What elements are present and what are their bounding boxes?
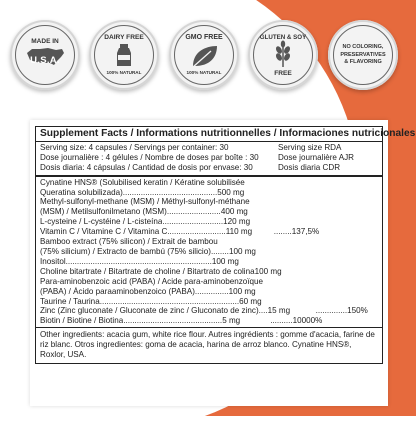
- rda-header: Dose journalière AJR: [278, 152, 355, 162]
- ingredient-row: Para-aminobenzoic acid (PABA) / Acide para-aminobenzoïque: [40, 276, 264, 286]
- badge-top-label: GLUTEN & SOY: [259, 34, 307, 41]
- facts-title: Supplement Facts / Informations nutritionnelles / Informaciones nutricionales: [36, 127, 382, 142]
- ingredient-row: Biotin / Biotine / Biotina ............................................ 5 mg ..........10000%: [40, 316, 323, 326]
- serving-line: Dosis diaria: 4 cápsulas / Cantidad de dosis por envase: 30: [40, 162, 253, 172]
- rda-header: Serving size RDA: [278, 142, 342, 152]
- ingredient-row: Vitamin C / Vitamine C / Vitamina C .......................... 110 mg ........137,5%: [40, 227, 320, 237]
- ingredient-row: Choline bitartrate / Bitartrate de choline / Bitartrato de colina 100 mg: [40, 266, 282, 276]
- ingredient-row: Cynatine HNS® (Solubilised keratin / Kératine solubilisée: [40, 177, 245, 187]
- badge-top-label: DAIRY FREE: [104, 34, 144, 41]
- rda-header: Dosis diaria CDR: [278, 162, 341, 172]
- serving-line: Serving size: 4 capsules / Servings per container: 30: [40, 142, 229, 152]
- badge-bottom-label: U.S.A.: [30, 55, 60, 66]
- supplement-facts-table: [35, 126, 416, 364]
- badge-bottom-label: 100% NATURAL: [186, 70, 222, 75]
- ingredient-row: Taurine / Taurina .............................................................. 60 mg: [40, 296, 262, 306]
- milk-bottle-icon: [89, 20, 159, 90]
- badge-top-label: MADE IN: [31, 38, 59, 45]
- badge-top-label: GMO FREE: [185, 34, 223, 41]
- gluten-soy-free-badge: [248, 20, 318, 90]
- ingredient-row: Zinc (Zinc gluconate / Gluconate de zinc / Gluconato de zinc) .... 15 mg ..............150%: [40, 306, 368, 316]
- ingredient-row: Methyl-sulfonyl-methane (MSM) / Méthyl-sulfonyl-méthane: [40, 197, 250, 207]
- wheat-icon: [248, 20, 318, 90]
- ingredient-rows: [36, 177, 382, 329]
- made-in-usa-badge: [10, 20, 80, 90]
- no-coloring-badge: [328, 20, 398, 90]
- badge-bottom-label: 100% NATURAL: [106, 70, 142, 75]
- gmo-free-badge: [169, 20, 239, 90]
- serving-info: [36, 142, 382, 177]
- ingredient-row: (PABA) / Ácido paraaminobenzoico (PABA) ............... 100 mg: [40, 286, 256, 296]
- badge-bottom-label: FREE: [274, 70, 292, 77]
- other-ingredients: Other ingredients: acacia gum, white rice flour. Autres ingrédients : gomme d'acacia, farine de riz blanc. Otros ingredientes: goma de acacia, harina de arroz blanco. Cynatine HNS®, Roxlor, USA.: [40, 330, 375, 360]
- serving-line: Dose journalière : 4 gélules / Nombre de doses par boîte : 30: [40, 152, 259, 162]
- leaf-icon: [169, 20, 239, 90]
- ingredient-row: L-cysteine / L-cystéine / L-cisteína ........................... 120 mg: [40, 217, 251, 227]
- ingredient-row: Inositol ................................................................. 100 mg: [40, 256, 239, 266]
- badge-row: [0, 0, 416, 110]
- ingredient-row: (MSM) / Metilsulfonilmetano (MSM) ........................ 400 mg: [40, 207, 248, 217]
- ingredient-row: (75% silicium) / Extracto de bambú (75% silicio) ........ 100 mg: [40, 246, 256, 256]
- dairy-free-badge: [89, 20, 159, 90]
- ingredient-row: Bamboo extract (75% silicon) / Extrait de bambou: [40, 237, 218, 247]
- ingredient-row: Queratina solubilizada) .......................................... 500 mg: [40, 187, 245, 197]
- badge-text: NO COLORING, PRESERVATIVES & FLAVORING: [340, 44, 386, 65]
